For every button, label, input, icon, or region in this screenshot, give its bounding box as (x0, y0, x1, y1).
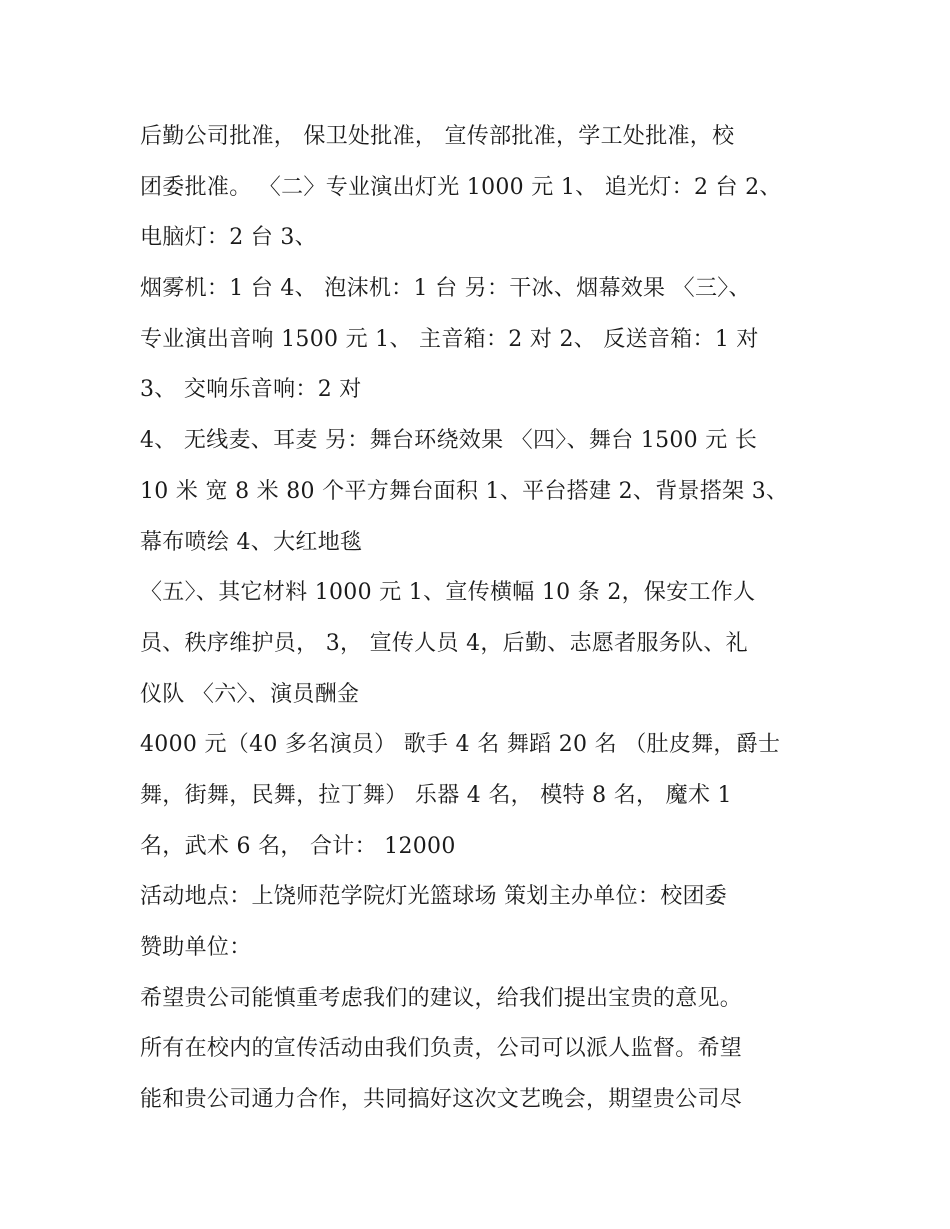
text-line: 舞，街舞，民舞，拉丁舞） 乐器 4 名， 模特 8 名， 魔术 1 (140, 782, 732, 808)
text-line: 希望贵公司能慎重考虑我们的建议，给我们提出宝贵的意见。 (140, 985, 743, 1011)
text-line: 4、 无线麦、耳麦 另：舞台环绕效果 〈四〉、舞台 1500 元 长 (140, 428, 758, 454)
text-line: 名，武术 6 名， 合计： 12000 (140, 833, 456, 859)
text-line: 〈五〉、其它材料 1000 元 1、宣传横幅 10 条 2，保安工作人 (140, 580, 756, 606)
text-line: 烟雾机：1 台 4、 泡沫机：1 台 另：干冰、烟幕效果 〈三〉、 (140, 276, 751, 302)
text-line: 后勤公司批准， 保卫处批准， 宣传部批准，学工处批准，校 (140, 124, 735, 149)
document-body (140, 112, 830, 1126)
text-line: 赞助单位： (140, 935, 252, 960)
text-line: 电脑灯：2 台 3、 (140, 225, 317, 251)
text-line: 幕布喷绘 4、大红地毯 (140, 529, 363, 555)
text-line: 专业演出音响 1500 元 1、 主音箱：2 对 2、 反送音箱：1 对 (140, 326, 759, 352)
text-line: 10 米 宽 8 米 80 个平方舞台面积 1、平台搭建 2、背景搭架 3、 (140, 478, 789, 504)
text-line: 活动地点：上饶师范学院灯光篮球场 策划主办单位：校团委 (140, 884, 728, 910)
text-line: 员、秩序维护员， 3， 宣传人员 4，后勤、志愿者服务队、礼 (140, 630, 748, 656)
text-line: 3、 交响乐音响：2 对 (140, 377, 362, 403)
text-line: 能和贵公司通力合作，共同搞好这次文艺晚会，期望贵公司尽 (140, 1087, 743, 1113)
text-line: 4000 元（40 多名演员） 歌手 4 名 舞蹈 20 名 （肚皮舞，爵士 (140, 732, 781, 758)
text-line: 所有在校内的宣传活动由我们负责，公司可以派人监督。希望 (140, 1036, 743, 1062)
text-line: 团委批准。 〈二〉专业演出灯光 1000 元 1、 追光灯：2 台 2、 (140, 174, 782, 200)
text-line: 仪队 〈六〉、演员酬金 (140, 681, 360, 707)
